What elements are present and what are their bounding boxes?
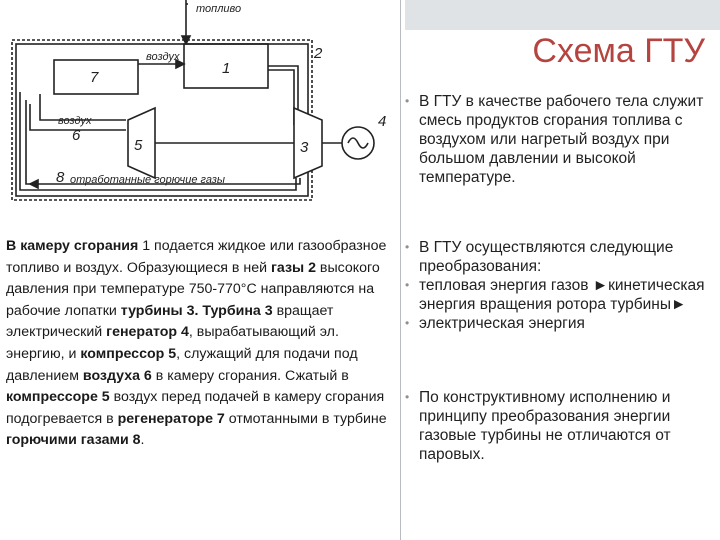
bullet-dot: • (405, 94, 410, 108)
bullet-group-3 (405, 388, 715, 464)
label-6: 6 (72, 127, 81, 144)
text-bold: компрессор 5 (80, 345, 177, 362)
bullet-text: электрическая энергия (419, 315, 585, 332)
label-8: 8 (56, 169, 65, 186)
text-bold: турбины 3. Турбина 3 (120, 302, 273, 319)
text-bold: воздуха 6 (82, 367, 152, 384)
text-run: в камеру сгорания. Сжатый в (151, 367, 349, 384)
text-run: воздух перед подачей в камеру сгорания подогревается в (6, 389, 385, 427)
text-bold: горючими газами 8 (6, 432, 141, 449)
air-label: воздух (146, 51, 180, 63)
bullet-text: В ГТУ осуществляются следующие преобразования: (419, 239, 674, 275)
exhaust-label: отработанные горючие газы (70, 174, 225, 186)
text-run: 1 подается жидкое или газообразное топливо и воздух. Образующиеся в ней (6, 238, 387, 276)
bullet-group-2 (405, 238, 715, 333)
text-bold: газы 2 (270, 259, 316, 276)
bullet-item (405, 238, 715, 276)
bullet-dot: • (405, 278, 410, 292)
text-bold: генератор 4 (106, 324, 189, 341)
divider-line (400, 0, 401, 540)
bullet-item (405, 388, 715, 464)
bullet-dot: • (405, 240, 410, 254)
bullet-text: В ГТУ в качестве рабочего тела служит смесь продуктов сгорания топлива с воздухом или нагретый воздух при большом давлении и высокой температуре. (419, 93, 704, 186)
label-2: 2 (314, 45, 323, 62)
bullet-item (405, 276, 715, 314)
text-run: отмотанными в турбине (224, 410, 387, 427)
text-bold: компрессоре 5 (6, 389, 110, 406)
label-3: 3 (300, 139, 309, 156)
bullet-dot: • (405, 316, 410, 330)
bullet-item (405, 314, 715, 333)
text-run: высокого давления при температуре 750-770°С направляются на рабочие лопатки (6, 259, 380, 319)
text-run: , служащий для подачи под давлением (6, 345, 358, 384)
fuel-label: топливо (196, 3, 242, 15)
top-band (405, 0, 720, 30)
gtu-diagram (0, 0, 400, 210)
text-run: вращает электрический (6, 302, 334, 341)
bullet-text: По конструктивному исполнению и принципу преобразования энергии газовые турбины не отличаются от паровых. (419, 389, 671, 463)
text-bold: В камеру сгорания (6, 238, 139, 254)
label-1: 1 (222, 60, 231, 77)
bullet-dot: • (405, 390, 410, 404)
text-run: . (140, 432, 145, 449)
bullet-item (405, 92, 715, 187)
text-bold: регенераторе 7 (117, 410, 225, 427)
slide-title: Схема ГТУ (532, 32, 705, 70)
label-4: 4 (378, 113, 387, 130)
label-7: 7 (90, 69, 99, 86)
air6-label: воздух (58, 115, 92, 127)
bullet-group-1 (405, 92, 715, 187)
description-paragraph (6, 236, 390, 452)
label-5: 5 (134, 137, 143, 154)
text-run: , вырабатывающий эл. энергию, и (6, 324, 339, 362)
bullet-text: тепловая энергия газов ►кинетическая энергия вращения ротора турбины► (419, 277, 705, 313)
